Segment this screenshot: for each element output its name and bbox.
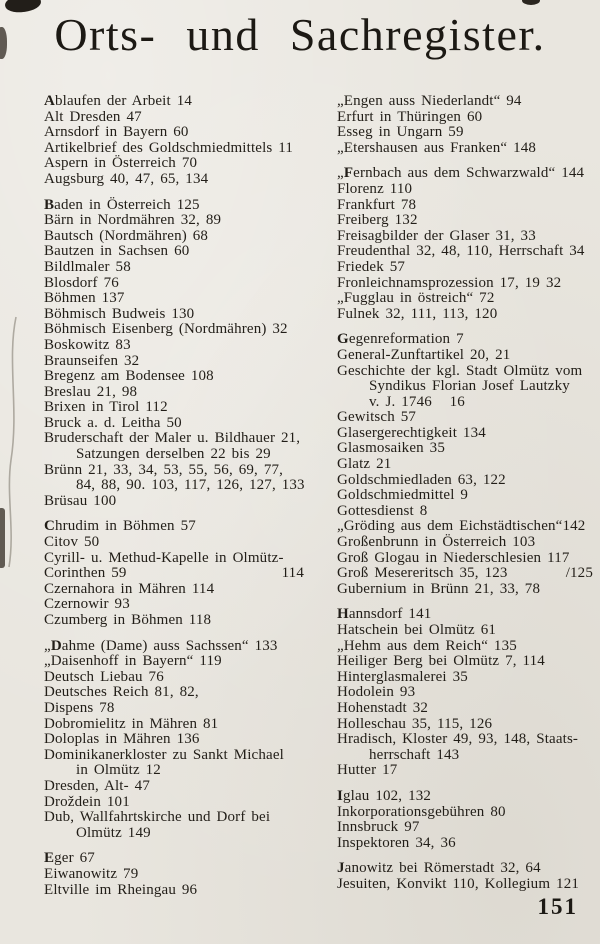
right-column [337,94,593,898]
index-entry-line: Hohenstadt 32 [337,699,429,716]
index-entry-line: in Olmütz 12 [76,762,161,779]
index-entry-line: Brüsau 100 [44,492,117,509]
index-entry-line: Fronleichnamsprozession 17, 19 32 [337,274,562,291]
index-entry-line: Janowitz bei Römerstadt 32, 64 [337,860,541,877]
index-group-B [44,198,304,510]
index-entry-line: Holleschau 35, 115, 126 [337,715,493,732]
index-entry-line: Chrudim in Böhmen 57 [44,518,196,535]
index-entry-line: Satzungen derselben 22 bis 29 [76,446,271,463]
index-entry-line: Goldschmiedladen 63, 122 [337,471,506,488]
index-entry-line: Deutsch Liebau 76 [44,668,164,685]
index-entry-line: Böhmisch Eisenberg (Nordmähren) 32 [44,321,288,338]
index-group-F [337,166,593,322]
index-entry-line: „Fugglau in östreich“ 72 [337,290,495,307]
index-entry-line: Glatz 21 [337,456,392,473]
index-entry-line: Gegenreformation 7 [337,331,464,348]
index-entry-line: Dominikanerkloster zu Sankt Michael [44,746,284,763]
index-entry-line: Gubernium in Brünn 21, 33, 78 [337,580,541,597]
index-entry-line: Cyrill- u. Methud-Kapelle in Olmütz- [44,549,284,566]
index-entry-line: Bruderschaft der Maler u. Bildhauer 21, [44,430,301,447]
index-group-I [337,789,593,851]
index-entry-line: 84, 88, 90. 103, 117, 126, 127, 133 [76,477,305,494]
index-entry-line: Freudenthal 32, 48, 110, Herrschaft 34 [337,243,585,260]
index-entry-line: „Dahme (Dame) auss Sachssen“ 133 [44,637,278,654]
index-entry-line: Bärn in Nordmähren 32, 89 [44,212,222,229]
index-entry-line: Dispens 78 [44,699,115,716]
index-entry-line: Bregenz am Bodensee 108 [44,368,214,385]
index-entry-line: Großenbrunn in Österreich 103 [337,534,536,551]
index-entry-line: Artikelbrief des Goldschmiedmittels 11 [44,139,294,156]
index-entry-line: Gottesdienst 8 [337,502,428,519]
index-entry-line: Innsbruck 97 [337,819,420,836]
index-entry-line: Blosdorf 76 [44,274,119,291]
index-entry-line: Bruck a. d. Leitha 50 [44,414,182,431]
index-entry-line: v. J. 1746 16 [369,393,465,410]
index-entry-line: Jesuiten, Konvikt 110, Kollegium 121 [337,875,579,892]
index-entry-line: Brünn 21, 33, 34, 53, 55, 56, 69, 77, [44,461,284,478]
page-number: 151 [537,894,578,919]
index-entry-line: Geschichte der kgl. Stadt Olmütz vom [337,362,583,379]
index-entry-line: Eltville im Rheingau 96 [44,881,198,898]
index-entry-line: Glasmosaiken 35 [337,440,445,457]
index-entry-line: Boskowitz 83 [44,336,131,353]
index-entry-line: Inkorporationsgebühren 80 [337,803,506,820]
index-entry-line: Alt Dresden 47 [44,108,142,125]
index-entry-line: Olmütz 149 [76,824,151,841]
index-entry-line: Inspektoren 34, 36 [337,834,456,851]
index-entry-line: Heiliger Berg bei Olmütz 7, 114 [337,653,545,670]
index-entry-line: Czernowir 93 [44,596,130,613]
index-entry-line: Groß Glogau in Niederschlesien 117 [337,549,570,566]
index-entry-line: Braunseifen 32 [44,352,140,369]
index-entry-line: Baden in Österreich 125 [44,196,200,213]
index-entry-line: Gewitsch 57 [337,409,417,426]
index-group-D [44,639,304,842]
index-entry-line: Dresden, Alt- 47 [44,777,150,794]
index-entry-line: Hinterglasmalerei 35 [337,668,468,685]
index-entry-line: Hradisch, Kloster 49, 93, 148, Staats- [337,731,579,748]
index-entry-line: Brixen in Tirol 112 [44,399,168,416]
index-entry-line: Deutsches Reich 81, 82, [44,684,199,701]
index-group-E [44,851,304,898]
index-entry-line: Dub, Wallfahrtskirche und Dorf bei [44,809,271,826]
index-entry-line: Bautsch (Nordmähren) 68 [44,227,209,244]
index-entry-line: Hutter 17 [337,762,398,779]
index-group-H [337,607,593,779]
index-entry-line: Citov 50 [44,534,100,551]
index-entry-line: Freiberg 132 [337,212,418,229]
index-entry-line: General-Zunftartikel 20, 21 [337,346,511,363]
index-entry-line: Czumberg in Böhmen 118 [44,612,212,628]
index-entry-line: Böhmisch Budweis 130 [44,305,195,322]
index-group-G [337,332,593,597]
index-group-E2 [337,94,593,156]
index-entry-line: Hatschein bei Olmütz 61 [337,622,496,638]
index-entry-line: Breslau 21, 98 [44,383,138,400]
index-group-C [44,519,304,628]
index-entry-line: herrschaft 143 [369,746,460,763]
index-entry-line: „Gröding aus dem Eichstädtischen“142 [337,518,586,535]
left-column [44,94,304,898]
index-entry-line: Groß Mesereritsch 35, 123 /125 [337,565,593,582]
index-entry-line: Droždein 101 [44,793,130,810]
index-entry-line: Böhmen 137 [44,290,125,307]
index-entry-line: Eger 67 [44,850,95,867]
index-group-J [337,861,593,892]
index-entry-line: Syndikus Florian Josef Lautzky [369,378,570,395]
index-entry-line: Freisagbilder der Glaser 31, 33 [337,227,536,244]
index-entry-line: „Hehm aus dem Reich“ 135 [337,637,517,654]
index-entry-line: „Daisenhoff in Bayern“ 119 [44,653,222,670]
index-group-A [44,94,304,188]
index-entry-line: Doloplas in Mähren 136 [44,731,200,748]
index-entry-line: Erfurt in Thüringen 60 [337,108,483,125]
index-entry-line: „Etershausen aus Franken“ 148 [337,139,537,156]
index-entry-line: Friedek 57 [337,258,406,275]
index-entry-line: Bautzen in Sachsen 60 [44,243,190,260]
scan-crease-artifact-icon [2,315,26,575]
index-entry-line: Aspern in Österreich 70 [44,155,198,172]
index-columns [44,94,593,898]
index-entry-line: Florenz 110 [337,180,413,197]
index-entry-line: Corinthen 59 114 [44,565,304,582]
index-entry-line: Glasergerechtigkeit 134 [337,424,486,441]
index-entry-line: Arnsdorf in Bayern 60 [44,124,189,141]
index-entry-line: „Fernbach aus dem Schwarzwald“ 144 [337,165,585,182]
index-entry-line: Hodolein 93 [337,684,416,701]
index-entry-line: Iglau 102, 132 [337,787,432,804]
index-entry-line: Czernahora in Mähren 114 [44,580,215,597]
index-entry-line: Dobromielitz in Mähren 81 [44,715,219,732]
index-entry-line: Hannsdorf 141 [337,606,432,623]
index-entry-line: Augsburg 40, 47, 65, 134 [44,170,209,187]
index-entry-line: Bildlmaler 58 [44,258,131,275]
index-entry-line: Goldschmiedmittel 9 [337,487,469,504]
page-title: Orts- und Sachregister. [54,9,546,60]
index-entry-line: Eiwanowitz 79 [44,865,139,882]
scan-smudge-top-right-icon [522,0,540,5]
index-entry-line: Esseg in Ungarn 59 [337,124,464,141]
index-entry-line: Fulnek 32, 111, 113, 120 [337,305,498,322]
index-entry-line: „Engen auss Niederlandt“ 94 [337,93,522,109]
index-entry-line: Frankfurt 78 [337,196,417,213]
index-entry-line: Ablaufen der Arbeit 14 [44,93,193,109]
